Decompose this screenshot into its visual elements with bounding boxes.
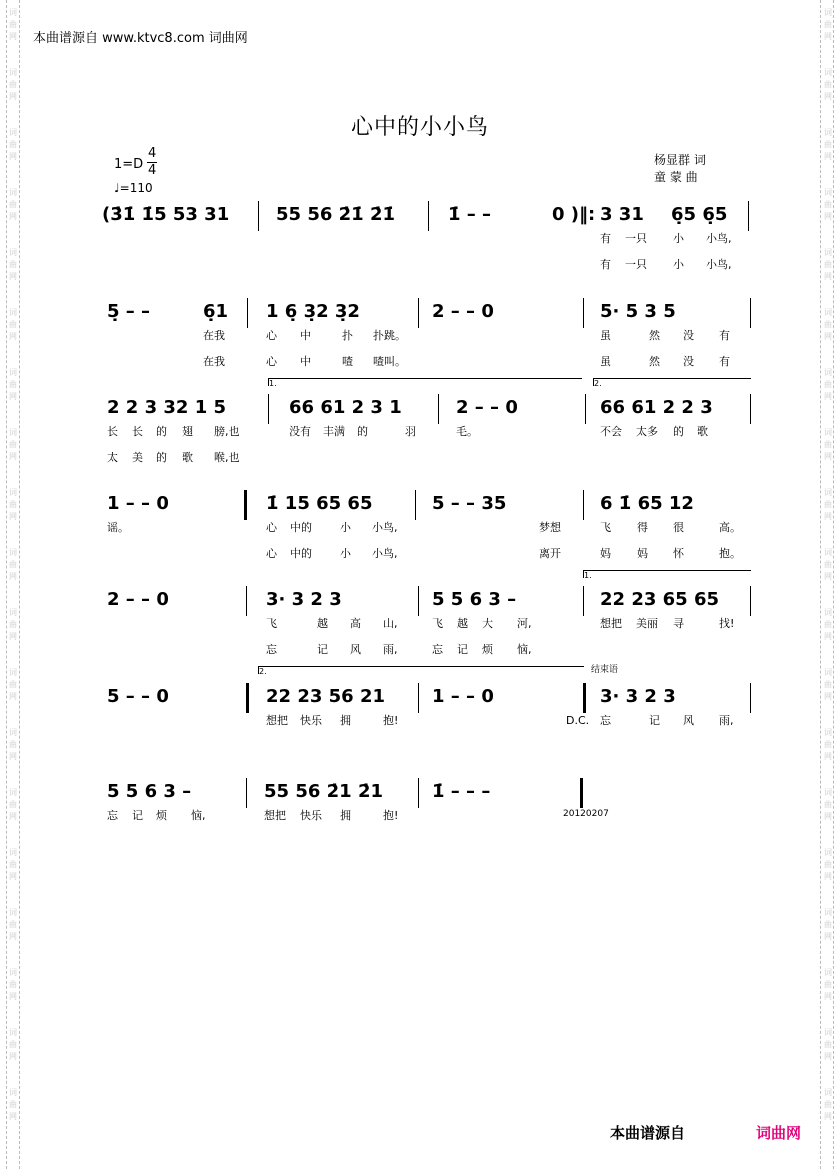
- footer-source-label: 本曲谱源自: [610, 1124, 686, 1142]
- watermark-glyph: 网: [824, 512, 832, 521]
- lyric: 飞: [266, 617, 277, 630]
- watermark-glyph: 网: [824, 752, 832, 761]
- volta-2-bracket: [593, 378, 751, 386]
- volta-1-bracket: [583, 570, 751, 578]
- lyric: 抱!: [383, 714, 399, 727]
- barline: [418, 778, 419, 808]
- watermark-glyph: 曲: [824, 500, 832, 509]
- lyric: 快乐: [300, 809, 322, 822]
- lyric: 高。: [719, 521, 741, 534]
- measure-notes: 5̣ – –: [107, 301, 151, 322]
- lyric: 毛。: [456, 425, 478, 438]
- lyric: 记: [317, 643, 328, 656]
- song-title: 心中的小小鸟: [350, 115, 489, 140]
- measure-notes: 2 2 3 32 1 5: [107, 397, 227, 418]
- measure-notes: 3· 3 2 3: [266, 589, 342, 610]
- measure-notes: 2 – – 0: [456, 397, 518, 418]
- lyric: 心: [266, 547, 277, 560]
- lyric: 想把: [266, 714, 288, 727]
- watermark-glyph: 网: [824, 812, 832, 821]
- lyric: 一只: [625, 258, 647, 271]
- barline: [415, 490, 416, 520]
- watermark-glyph: 词: [9, 248, 17, 257]
- watermark-glyph: 词: [824, 1028, 832, 1037]
- watermark-glyph: 词: [824, 248, 832, 257]
- lyricist-credit: 杨显群 词: [654, 153, 706, 167]
- watermark-glyph: 网: [824, 572, 832, 581]
- watermark-glyph: 词: [9, 188, 17, 197]
- barline: [748, 201, 749, 231]
- watermark-glyph: 曲: [824, 380, 832, 389]
- lyric: 心: [266, 355, 277, 368]
- lyric: 中的: [290, 521, 312, 534]
- barline: [246, 778, 247, 808]
- lyric: 歌: [182, 451, 193, 464]
- lyric: 的: [357, 425, 368, 438]
- measure-3-rest: 0 )‖:: [552, 204, 596, 225]
- lyric: 小: [673, 258, 684, 271]
- lyric: 飞: [600, 521, 611, 534]
- lyric: 小: [340, 547, 351, 560]
- watermark-glyph: 网: [9, 692, 17, 701]
- lyric: 没: [683, 355, 694, 368]
- watermark-glyph: 曲: [9, 380, 17, 389]
- watermark-glyph: 网: [9, 932, 17, 941]
- barline: [750, 683, 751, 713]
- watermark-glyph: 曲: [9, 560, 17, 569]
- watermark-glyph: 网: [9, 272, 17, 281]
- watermark-glyph: 词: [9, 968, 17, 977]
- watermark-glyph: 曲: [824, 80, 832, 89]
- watermark-glyph: 词: [824, 968, 832, 977]
- watermark-glyph: 词: [824, 788, 832, 797]
- measure-notes: 5 5 6 3 –: [107, 781, 192, 802]
- watermark-glyph: 网: [9, 212, 17, 221]
- watermark-glyph: 网: [9, 572, 17, 581]
- lyric: 美: [132, 451, 143, 464]
- watermark-glyph: 词: [9, 1028, 17, 1037]
- ending-label: 结束语: [591, 665, 619, 675]
- lyric: 抱。: [719, 547, 741, 560]
- lyric: 的: [156, 425, 167, 438]
- footer-site-name[interactable]: 词曲网: [756, 1124, 802, 1142]
- volta-2-label: 2.: [259, 667, 267, 676]
- watermark-glyph: 网: [9, 452, 17, 461]
- lyric: 越: [457, 617, 468, 630]
- measure-notes: 66 61 2 3 1: [289, 397, 402, 418]
- lyric: 快乐: [300, 714, 322, 727]
- watermark-glyph: 词: [9, 68, 17, 77]
- watermark-glyph: 网: [824, 152, 832, 161]
- lyric: 山,: [383, 617, 398, 630]
- barline: [247, 298, 248, 328]
- barline: [585, 394, 586, 424]
- watermark-glyph: 曲: [9, 800, 17, 809]
- lyric: 找!: [719, 617, 735, 630]
- lyric: 寻: [673, 617, 684, 630]
- watermark-glyph: 词: [824, 68, 832, 77]
- lyric: 大: [482, 617, 493, 630]
- lyric: 的: [156, 451, 167, 464]
- measure-notes: 6 1̇ 65 12: [600, 493, 694, 514]
- lyric: 羽: [405, 425, 416, 438]
- watermark-glyph: 词: [9, 8, 17, 17]
- watermark-glyph: 曲: [9, 1100, 17, 1109]
- credits: [654, 152, 706, 186]
- watermark-glyph: 词: [824, 908, 832, 917]
- watermark-glyph: 网: [824, 392, 832, 401]
- watermark-glyph: 曲: [824, 140, 832, 149]
- lyric: 太: [107, 451, 118, 464]
- lyric: 怀: [673, 547, 684, 560]
- final-barline: [580, 778, 583, 808]
- watermark-glyph: 词: [9, 368, 17, 377]
- watermark-glyph: 词: [824, 728, 832, 737]
- lyric: 越: [317, 617, 328, 630]
- lyric: 烦: [156, 809, 167, 822]
- watermark-glyph: 网: [9, 632, 17, 641]
- lyric: 喉,也: [214, 451, 240, 464]
- barline: [246, 586, 247, 616]
- watermark-glyph: 词: [9, 788, 17, 797]
- watermark-glyph: 网: [824, 212, 832, 221]
- watermark-glyph: 曲: [9, 200, 17, 209]
- watermark-glyph: 网: [9, 812, 17, 821]
- watermark-glyph: 曲: [9, 980, 17, 989]
- lyric: 虽: [600, 355, 611, 368]
- watermark-glyph: 词: [824, 668, 832, 677]
- watermark-glyph: 曲: [9, 1040, 17, 1049]
- lyric: 忘: [107, 809, 118, 822]
- lyric: 有: [600, 232, 611, 245]
- watermark-glyph: 网: [824, 872, 832, 881]
- watermark-glyph: 曲: [9, 140, 17, 149]
- measure-notes: 6̣1: [203, 301, 229, 322]
- measure-notes: 1 – – 0: [432, 686, 494, 707]
- watermark-glyph: 曲: [9, 500, 17, 509]
- measure-notes: 5· 5 3 5: [600, 301, 676, 322]
- measure-3-notes: 1̇ – –: [448, 204, 492, 225]
- watermark-glyph: 曲: [824, 740, 832, 749]
- watermark-glyph: 网: [824, 992, 832, 1001]
- watermark-glyph: 曲: [824, 1040, 832, 1049]
- volta-1-label: 1.: [269, 379, 277, 388]
- watermark-glyph: 网: [824, 692, 832, 701]
- barline: [750, 586, 751, 616]
- volta-2-label: 2.: [594, 379, 602, 388]
- watermark-glyph: 曲: [9, 920, 17, 929]
- lyric: 然: [649, 329, 660, 342]
- watermark-glyph: 曲: [824, 260, 832, 269]
- watermark-glyph: 曲: [824, 440, 832, 449]
- watermark-glyph: 词: [824, 1088, 832, 1097]
- watermark-glyph: 词: [9, 548, 17, 557]
- measure-2-notes: 55 56 2̇1̇ 2̇1̇: [276, 204, 395, 225]
- lyric: 喳: [342, 355, 353, 368]
- lyric: 忘: [432, 643, 443, 656]
- watermark-glyph: 网: [9, 392, 17, 401]
- measure-notes: 3· 3 2 3: [600, 686, 676, 707]
- lyric: 不会: [600, 425, 622, 438]
- watermark-glyph: 曲: [9, 860, 17, 869]
- watermark-glyph: 词: [824, 128, 832, 137]
- watermark-glyph: 词: [9, 608, 17, 617]
- lyric: 喳叫。: [373, 355, 406, 368]
- watermark-glyph: 网: [9, 872, 17, 881]
- watermark-glyph: 词: [824, 308, 832, 317]
- lyric: 翅: [182, 425, 193, 438]
- header-source-text: 本曲谱源自 www.ktvc8.com 词曲网: [33, 31, 248, 46]
- lyric: 雨,: [719, 714, 734, 727]
- lyric: 有: [719, 355, 730, 368]
- lyric: 小鸟,: [372, 547, 398, 560]
- measure-notes: 2 – – 0: [432, 301, 494, 322]
- watermark-glyph: 曲: [824, 800, 832, 809]
- watermark-glyph: 词: [824, 368, 832, 377]
- lyric: 然: [649, 355, 660, 368]
- date-note: 20120207: [563, 809, 609, 819]
- watermark-glyph: 词: [9, 668, 17, 677]
- lyric: 歌: [697, 425, 708, 438]
- lyric: 飞: [432, 617, 443, 630]
- lyric: 记: [457, 643, 468, 656]
- dc-marker: D.C.: [566, 714, 590, 727]
- barline: [750, 298, 751, 328]
- lyric: 忘: [266, 643, 277, 656]
- lyric: 忘: [600, 714, 611, 727]
- watermark-glyph: 曲: [824, 620, 832, 629]
- watermark-glyph: 曲: [9, 620, 17, 629]
- lyric: 长: [107, 425, 118, 438]
- lyric: 扑跳。: [373, 329, 406, 342]
- watermark-glyph: 词: [824, 188, 832, 197]
- barline: [750, 394, 751, 424]
- lyric: 抱!: [383, 809, 399, 822]
- watermark-glyph: 曲: [824, 20, 832, 29]
- watermark-glyph: 曲: [9, 260, 17, 269]
- watermark-glyph: 网: [824, 32, 832, 41]
- watermark-glyph: 词: [824, 548, 832, 557]
- measure-notes: 55 56 2̇1 2̇1: [264, 781, 383, 802]
- watermark-glyph: 词: [9, 308, 17, 317]
- lyric: 扑: [342, 329, 353, 342]
- lyric: 膀,也: [214, 425, 240, 438]
- lyric: 小鸟,: [706, 232, 732, 245]
- tempo-marking: ♩=110: [114, 181, 153, 195]
- lyric: 中的: [290, 547, 312, 560]
- watermark-glyph: 词: [9, 1088, 17, 1097]
- lyric: 记: [649, 714, 660, 727]
- watermark-glyph: 曲: [9, 320, 17, 329]
- composer-credit: 童 蒙 曲: [654, 170, 698, 184]
- barline: [418, 298, 419, 328]
- watermark-glyph: 网: [824, 272, 832, 281]
- lyric: 小: [340, 521, 351, 534]
- watermark-glyph: 曲: [824, 920, 832, 929]
- watermark-glyph: 曲: [824, 320, 832, 329]
- lyric: 恼,: [191, 809, 206, 822]
- barline: [583, 490, 584, 520]
- lyric: 虽: [600, 329, 611, 342]
- lyric: 妈: [600, 547, 611, 560]
- watermark-glyph: 词: [824, 8, 832, 17]
- lyric: 丰满: [323, 425, 345, 438]
- barline: [583, 586, 584, 616]
- watermark-glyph: 网: [9, 1112, 17, 1121]
- watermark-glyph: 网: [824, 1112, 832, 1121]
- watermark-glyph: 网: [824, 932, 832, 941]
- watermark-glyph: 网: [9, 92, 17, 101]
- watermark-glyph: 网: [9, 332, 17, 341]
- end-barline: [583, 683, 586, 713]
- watermark-glyph: 曲: [824, 200, 832, 209]
- measure-notes: 22 23 56 21: [266, 686, 385, 707]
- watermark-glyph: 曲: [9, 20, 17, 29]
- measure-notes: 66 61 2 2 3: [600, 397, 713, 418]
- watermark-glyph: 曲: [9, 680, 17, 689]
- measure-4-notes-b: 6̣5 6̣5: [671, 204, 728, 225]
- barline: [258, 201, 259, 231]
- barline: [428, 201, 429, 231]
- time-bottom: 4: [148, 163, 157, 178]
- watermark-glyph: 曲: [9, 440, 17, 449]
- lyric: 心: [266, 329, 277, 342]
- watermark-glyph: 词: [824, 608, 832, 617]
- watermark-glyph: 词: [824, 848, 832, 857]
- lyric: 谣。: [107, 521, 129, 534]
- volta-1-bracket: [268, 378, 582, 386]
- lyric: 没有: [289, 425, 311, 438]
- measure-1-notes: (3̇1̇ 1̇5 53 31: [102, 204, 230, 225]
- watermark-glyph: 词: [9, 848, 17, 857]
- watermark-glyph: 曲: [824, 560, 832, 569]
- lyric: 恼,: [517, 643, 532, 656]
- lyric: 风: [683, 714, 694, 727]
- watermark-glyph: 网: [9, 152, 17, 161]
- lyric: 没: [683, 329, 694, 342]
- lyric: 太多: [636, 425, 658, 438]
- measure-notes: 22 23 65 65: [600, 589, 719, 610]
- lyric: 心: [266, 521, 277, 534]
- watermark-glyph: 词: [9, 428, 17, 437]
- lyric: 离开: [539, 547, 561, 560]
- lyric: 拥: [340, 809, 351, 822]
- watermark-glyph: 曲: [824, 680, 832, 689]
- watermark-glyph: 网: [824, 92, 832, 101]
- barline: [268, 394, 269, 424]
- lyric: 中: [300, 355, 311, 368]
- lyric: 河,: [517, 617, 532, 630]
- lyric: 的: [673, 425, 684, 438]
- lyric: 美丽: [636, 617, 658, 630]
- lyric: 有: [719, 329, 730, 342]
- watermark-glyph: 词: [9, 488, 17, 497]
- measure-notes: 5 5 6 3 –: [432, 589, 517, 610]
- repeat-barline: [244, 490, 247, 520]
- watermark-glyph: 曲: [824, 980, 832, 989]
- watermark-glyph: 网: [824, 332, 832, 341]
- lyric: 记: [132, 809, 143, 822]
- volta-2-bracket: [258, 666, 584, 674]
- repeat-barline: [246, 683, 249, 713]
- measure-4-notes: 3 31: [600, 204, 644, 225]
- watermark-glyph: 网: [824, 452, 832, 461]
- measure-notes: 1 – – 0: [107, 493, 169, 514]
- watermark-glyph: 词: [9, 908, 17, 917]
- key-signature: 1=D: [114, 157, 144, 172]
- lyric: 雨,: [383, 643, 398, 656]
- watermark-glyph: 曲: [9, 80, 17, 89]
- lyric: 烦: [482, 643, 493, 656]
- lyric: 中: [300, 329, 311, 342]
- measure-notes: 1̇ – – –: [432, 781, 491, 802]
- lyric: 小鸟,: [706, 258, 732, 271]
- watermark-glyph: 曲: [824, 1100, 832, 1109]
- lyric: 小鸟,: [372, 521, 398, 534]
- watermark-glyph: 网: [9, 512, 17, 521]
- watermark-glyph: 曲: [824, 860, 832, 869]
- volta-1-label: 1.: [584, 571, 592, 580]
- lyric: 得: [637, 521, 648, 534]
- measure-notes: 2 – – 0: [107, 589, 169, 610]
- watermark-glyph: 词: [824, 428, 832, 437]
- time-signature: [148, 146, 156, 179]
- barline: [418, 683, 419, 713]
- lyric: 风: [350, 643, 361, 656]
- measure-notes: 1̇ 15 65 65: [266, 493, 373, 514]
- lyric: 高: [350, 617, 361, 630]
- barline: [418, 586, 419, 616]
- watermark-glyph: 网: [9, 32, 17, 41]
- lyric: 梦想: [539, 521, 561, 534]
- lyric: 妈: [637, 547, 648, 560]
- watermark-glyph: 词: [9, 728, 17, 737]
- lyric: 小: [673, 232, 684, 245]
- watermark-glyph: 网: [824, 1052, 832, 1061]
- barline: [583, 298, 584, 328]
- lyric: 有: [600, 258, 611, 271]
- barline: [438, 394, 439, 424]
- watermark-glyph: 网: [9, 992, 17, 1001]
- watermark-glyph: 网: [9, 1052, 17, 1061]
- watermark-glyph: 网: [9, 752, 17, 761]
- measure-notes: 5 – – 35: [432, 493, 507, 514]
- lyric: 拥: [340, 714, 351, 727]
- measure-notes: 1 6̣ 3̣2 3̣2: [266, 301, 360, 322]
- lyric: 很: [673, 521, 684, 534]
- time-top: 4: [148, 146, 157, 161]
- lyric: 想把: [600, 617, 622, 630]
- lyric: 在我: [203, 355, 225, 368]
- measure-notes: 5 – – 0: [107, 686, 169, 707]
- lyric: 想把: [264, 809, 286, 822]
- watermark-glyph: 词: [9, 128, 17, 137]
- lyric: 长: [132, 425, 143, 438]
- watermark-glyph: 词: [824, 488, 832, 497]
- lyric: 在我: [203, 329, 225, 342]
- watermark-glyph: 网: [824, 632, 832, 641]
- lyric: 一只: [625, 232, 647, 245]
- watermark-glyph: 曲: [9, 740, 17, 749]
